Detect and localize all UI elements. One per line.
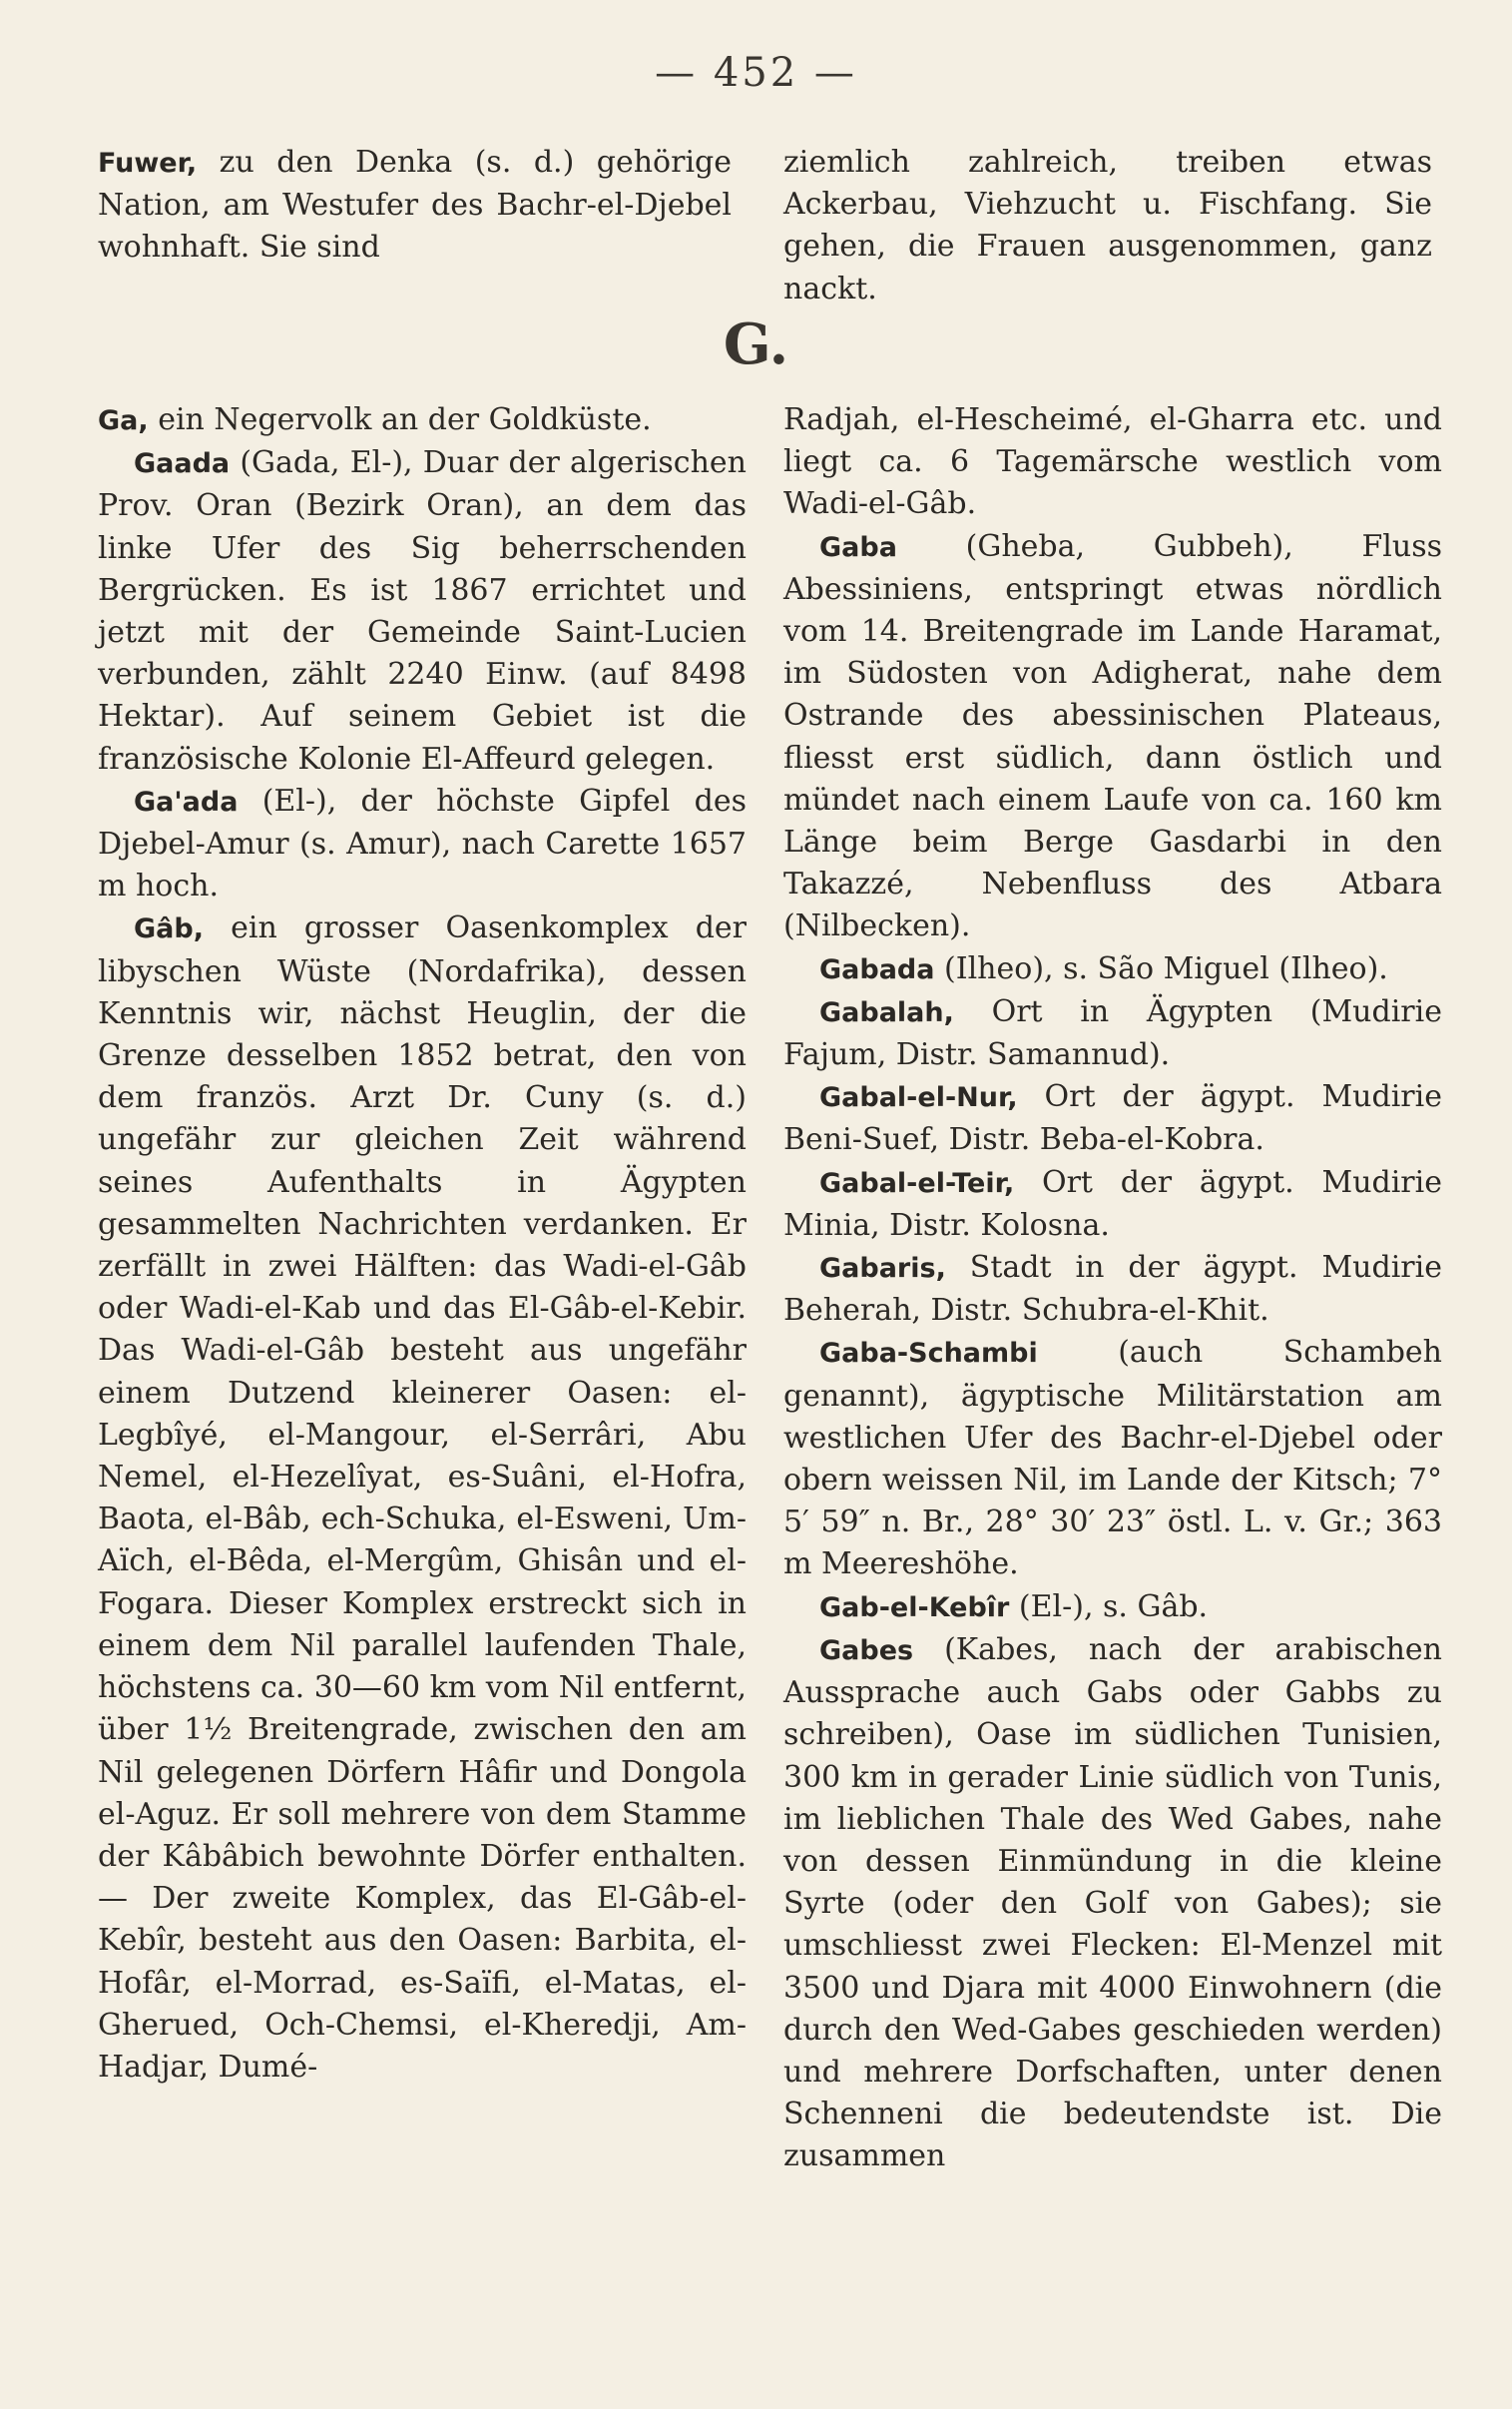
entry-text: (El-), der höchste Gipfel des Djebel-Amur (s. Amur), nach Carette 1657 m hoch. [98,783,747,904]
entry-fuwer [98,142,732,270]
entry-text: Ort der ägypt. Mudirie Minia, Distr. Kolosna. [783,1164,1442,1243]
entry-text: (auch Schambeh genannt), ägyptische Militärstation am westlichen Ufer des Bachr-el-Djebel oder obern weissen Nil, im Lande der Kitsch; 7° 5′ 59″ n. Br., 28° 30′ 23″ östl. L. v. Gr.; 363 m Meereshöhe. [783,1335,1442,1582]
top-entry-left [98,142,732,270]
entry-text: (Gada, El-), Duar der algerischen Prov. Oran (Bezirk Oran), an dem das linke Ufer des Sig beherrschenden Bergrücken. Es ist 1867 errichtet und jetzt mit der Gemeinde Saint-Lucien verbunden, zählt 2240 Einw. (auf 8498 Hektar). Auf seinem Gebiet ist die französische Kolonie El-Affeurd gelegen. [98,445,747,777]
entry-text: Ort in Ägypten (Mudirie Fajum, Distr. Samannud). [783,993,1442,1073]
entry-text: Stadt in der ägypt. Mudirie Beherah, Distr. Schubra-el-Khit. [783,1250,1442,1329]
entry [98,781,747,908]
entry [783,991,1442,1076]
right-column [783,399,1442,2178]
headword: Fuwer, [98,148,198,179]
entry [783,1332,1442,1585]
entry-text: zu den Denka (s. d.) gehörige Nation, am Westufer des Bachr-el-Djebel wohnhaft. Sie sind [98,145,732,266]
entry [98,907,747,2089]
headword: Gabaris, [819,1253,946,1285]
headword: Gab-el-Kebîr [819,1591,1010,1623]
entry-fuwer-continued: ziemlich zahlreich, treiben etwas Ackerbau, Viehzucht u. Fischfang. Sie gehen, die Frauen ausgenommen, ganz nackt. [783,145,1432,306]
entry [98,399,747,442]
entry [783,1247,1442,1332]
headword: Gabalah, [819,996,954,1028]
entry [783,1586,1442,1629]
entry-text: (Kabes, nach der arabischen Aussprache auch Gabs oder Gabbs zu schreiben), Oase im südlichen Tunisien, 300 km in gerader Linie südlich von Tunis, im lieblichen Thale des Wed Gabes, nahe von dessen Einmündung in die kleine Syrte (oder den Golf von Gabes); sie umschliesst zwei Flecken: El-Menzel mit 3500 und Djara mit 4000 Einwohnern (die durch den Wed-Gabes geschieden werden) und mehrere Dorfschaften, unter denen Schenneni die bedeutendste ist. Die zusammen [783,1631,1442,2174]
headword: Gâb, [134,913,204,945]
headword: Gaada [134,448,231,480]
headword: Gabes [819,1634,914,1666]
entry-text: (El-), s. Gâb. [1018,1588,1209,1624]
entry-text: (Gheba, Gubbeh), Fluss Abessiniens, entspringt etwas nördlich vom 14. Breitengrade im Lande Haramat, im Südosten von Adigherat, nahe dem Ostrande des abessinischen Plateaus, fliesst erst südlich, dann östlich und mündet nach einem Laufe von ca. 160 km Länge beim Berge Gasdarbi in den Takazzé, Nebenfluss des Atbara (Nilbecken). [783,528,1442,944]
headword: Gaba-Schambi [819,1338,1038,1370]
headword: Gaba [819,531,897,563]
headword: Ga'ada [134,786,239,818]
entry-text: Radjah, el-Hescheimé, el-Gharra etc. und liegt ca. 6 Tagemärsche westlich vom Wadi-el-Gâb. [783,402,1442,522]
headword: Ga, [98,405,149,436]
entry-text: Ort der ägypt. Mudirie Beni-Suef, Distr. Beba-el-Kobra. [783,1079,1442,1158]
entry-continued [783,399,1442,526]
page-number: — 452 — [655,50,857,96]
left-column [98,399,747,2089]
section-letter: G. [723,311,789,377]
top-entry-right [783,142,1432,310]
headword: Gabada [819,953,935,985]
entry-text: ein grosser Oasenkomplex der libyschen Wüste (Nordafrika), dessen Kenntnis wir, nächst Heuglin, der die Grenze desselben 1852 betrat, den von dem französ. Arzt Dr. Cuny (s. d.) ungefähr zur gleichen Zeit während seines Aufenthalts in Ägypten gesammelten Nachrichten verdanken. Er zerfällt in zwei Hälften: das Wadi-el-Gâb oder Wadi-el-Kab und das El-Gâb-el-Kebir. Das Wadi-el-Gâb besteht aus ungefähr einem Dutzend kleinerer Oasen: el-Legbîyé, el-Mangour, el-Serrâri, Abu Nemel, el-Hezelîyat, es-Suâni, el-Hofra, Baota, el-Bâb, ech-Schuka, el-Esweni, Um-Aïch, el-Bêda, el-Mergûm, Ghisân und el-Fogara. Dieser Komplex erstreckt sich in einem dem Nil parallel laufenden Thale, höchstens ca. 30—60 km vom Nil entfernt, über 1½ Breitengrade, zwischen den am Nil gelegenen Dörfern Hâfir und Dongola el-Aguz. Er soll mehrere von dem Stamme der Kâbâbich bewohnte Dörfer enthalten. — Der zweite Komplex, das El-Gâb-el-Kebîr, besteht aus den Oasen: Barbita, el-Hofâr, el-Morrad, es-Saïfi, el-Matas, el-Gherued, Och-Chemsi, el-Kheredji, Am-Hadjar, Dumé- [98,910,747,2085]
entry [783,1629,1442,2178]
headword: Gabal-el-Nur, [819,1082,1018,1114]
entry [783,526,1442,948]
entry [783,1076,1442,1161]
headword: Gabal-el-Teir, [819,1167,1015,1199]
entry [783,948,1442,991]
entry [783,1162,1442,1247]
entry [98,442,747,781]
entry-text: (Ilheo), s. São Miguel (Ilheo). [944,950,1388,986]
entry-text: ein Negervolk an der Goldküste. [158,402,652,437]
